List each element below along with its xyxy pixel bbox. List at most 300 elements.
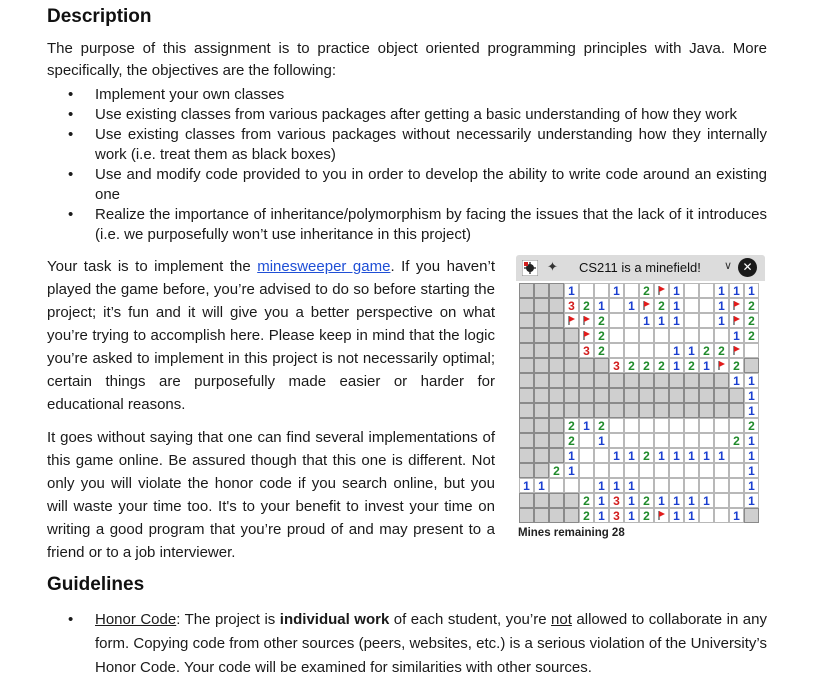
mine-cell[interactable] [550, 314, 564, 328]
mine-cell[interactable] [730, 284, 744, 299]
mine-cell[interactable] [580, 314, 594, 328]
mine-cell[interactable] [730, 359, 744, 374]
mine-cell[interactable] [640, 359, 654, 374]
mine-cell[interactable] [610, 404, 624, 418]
mine-cell[interactable] [610, 509, 624, 524]
cell-number: 2 [643, 449, 650, 463]
mine-cell[interactable] [520, 314, 534, 328]
mine-cell[interactable] [700, 464, 714, 478]
mine-cell[interactable] [535, 314, 549, 328]
mine-cell[interactable] [595, 314, 609, 329]
mine-cell[interactable] [580, 389, 594, 403]
chevron-down-icon[interactable]: ∨ [724, 260, 733, 272]
mine-cell[interactable] [655, 419, 669, 433]
mine-cell[interactable] [595, 359, 609, 373]
mine-cell[interactable] [625, 314, 639, 328]
mine-cell[interactable] [550, 284, 564, 298]
bullet: • [68, 86, 74, 103]
mine-cell[interactable] [685, 299, 699, 313]
mine-cell[interactable] [700, 359, 714, 374]
mine-cell[interactable] [595, 344, 609, 359]
mine-cell[interactable] [595, 464, 609, 478]
mine-cell[interactable] [565, 374, 579, 388]
mine-cell[interactable] [565, 359, 579, 373]
mine-cell[interactable] [610, 344, 624, 358]
cell-number: 1 [598, 479, 605, 493]
mine-cell[interactable] [745, 404, 759, 419]
mine-cell[interactable] [520, 344, 534, 358]
mine-cell[interactable] [565, 299, 579, 314]
mine-cell[interactable] [565, 494, 579, 508]
mine-cell[interactable] [580, 284, 594, 298]
mine-cell[interactable] [580, 494, 594, 509]
mine-cell[interactable] [535, 374, 549, 388]
mine-cell[interactable] [700, 344, 714, 359]
cell-number: 1 [613, 449, 620, 463]
mine-cell[interactable] [685, 404, 699, 418]
cell-number: 2 [718, 344, 725, 358]
mine-cell[interactable] [640, 374, 654, 388]
guidelines-list [47, 608, 767, 680]
mine-cell[interactable] [565, 314, 579, 328]
cell-number: 1 [718, 299, 725, 313]
mine-cell[interactable] [730, 434, 744, 449]
mine-cell[interactable] [610, 479, 624, 494]
mine-cell[interactable] [640, 509, 654, 524]
mine-cell[interactable] [745, 389, 759, 404]
mine-cell[interactable] [520, 359, 534, 373]
mine-cell[interactable] [610, 494, 624, 509]
mine-cell[interactable] [550, 479, 564, 493]
cell-number: 1 [673, 284, 680, 298]
mine-cell[interactable] [685, 419, 699, 433]
cell-number: 2 [643, 359, 650, 373]
mine-cell[interactable] [595, 494, 609, 509]
mine-cell[interactable] [715, 284, 729, 299]
mine-cell[interactable] [640, 284, 654, 299]
mine-cell[interactable] [685, 494, 699, 509]
mine-cell[interactable] [640, 434, 654, 448]
mine-cell[interactable] [520, 434, 534, 448]
mine-cell[interactable] [670, 434, 684, 448]
mine-cell[interactable] [670, 389, 684, 403]
cell-number: 2 [658, 299, 665, 313]
mine-cell[interactable] [625, 434, 639, 448]
mine-cell[interactable] [640, 479, 654, 493]
mine-cell[interactable] [565, 419, 579, 434]
mine-cell[interactable] [520, 419, 534, 433]
mine-cell[interactable] [610, 314, 624, 328]
mine-cell[interactable] [745, 284, 759, 299]
mine-cell[interactable] [595, 449, 609, 463]
mine-cell[interactable] [625, 284, 639, 298]
mine-cell[interactable] [640, 389, 654, 403]
mine-cell[interactable] [640, 404, 654, 418]
mine-cell[interactable] [595, 299, 609, 314]
mine-cell[interactable] [670, 299, 684, 314]
mine-cell[interactable] [625, 494, 639, 509]
bullet: • [68, 611, 74, 628]
cell-number: 1 [748, 449, 755, 463]
mine-cell[interactable] [730, 419, 744, 433]
guideline-text: of each student, you’re [389, 611, 552, 628]
mine-cell[interactable] [700, 374, 714, 388]
mine-cell[interactable] [535, 449, 549, 463]
mine-cell[interactable] [625, 419, 639, 433]
guideline-bold: individual work [279, 611, 390, 628]
mine-cell[interactable] [670, 404, 684, 418]
mine-cell[interactable] [715, 449, 729, 464]
mine-cell[interactable] [535, 389, 549, 403]
cell-number: 2 [733, 434, 740, 448]
mine-cell[interactable] [715, 404, 729, 418]
mine-cell[interactable] [670, 419, 684, 433]
mine-cell[interactable] [670, 479, 684, 493]
window-titlebar[interactable] [516, 255, 765, 281]
mine-cell[interactable] [655, 389, 669, 403]
mine-cell[interactable] [685, 329, 699, 343]
mine-cell[interactable] [655, 479, 669, 493]
window-title: CS211 is a minefield! [579, 260, 701, 275]
mine-cell[interactable] [565, 509, 579, 523]
mine-cell[interactable] [715, 299, 729, 314]
mine-cell[interactable] [520, 284, 534, 298]
pin-icon[interactable]: ✦ [547, 259, 558, 274]
mine-cell[interactable] [685, 434, 699, 448]
mine-cell[interactable] [700, 329, 714, 343]
mine-cell[interactable] [745, 374, 759, 389]
objective-text: Realize the importance of inheritance/polymorphism by facing the issues that the lack of it introduces (i.e. we purposefully won’t use inheritance in this project) [95, 206, 767, 243]
mine-cell[interactable] [670, 374, 684, 388]
cell-number: 1 [688, 344, 695, 358]
mine-cell[interactable] [670, 344, 684, 359]
mine-cell[interactable] [715, 479, 729, 493]
mine-cell[interactable] [745, 434, 759, 449]
mine-cell[interactable] [595, 284, 609, 298]
mine-cell[interactable] [550, 434, 564, 448]
mine-cell[interactable] [625, 374, 639, 388]
mine-cell[interactable] [520, 494, 534, 508]
mine-cell[interactable] [565, 464, 579, 479]
cell-number: 2 [598, 419, 605, 433]
mine-cell[interactable] [640, 449, 654, 464]
mine-cell[interactable] [730, 509, 744, 524]
mine-cell[interactable] [520, 479, 534, 494]
mine-cell[interactable] [655, 509, 669, 523]
cell-number: 1 [673, 359, 680, 373]
mine-cell[interactable] [730, 389, 744, 403]
mine-cell[interactable] [730, 314, 744, 328]
mine-cell[interactable] [550, 329, 564, 343]
mine-cell[interactable] [535, 494, 549, 508]
mine-cell[interactable] [610, 299, 624, 313]
mine-cell[interactable] [715, 344, 729, 359]
mine-cell[interactable] [700, 419, 714, 433]
mine-cell[interactable] [700, 479, 714, 493]
cell-number: 1 [598, 494, 605, 508]
mine-cell[interactable] [550, 344, 564, 358]
mine-cell[interactable] [535, 509, 549, 523]
mine-cell[interactable] [655, 314, 669, 329]
mine-cell[interactable] [535, 434, 549, 448]
mine-cell[interactable] [715, 509, 729, 523]
mine-cell[interactable] [745, 299, 759, 314]
mine-cell[interactable] [610, 329, 624, 343]
mine-cell[interactable] [610, 284, 624, 299]
mine-cell[interactable] [715, 359, 729, 373]
mine-cell[interactable] [595, 389, 609, 403]
mine-cell[interactable] [565, 284, 579, 299]
mine-cell[interactable] [730, 479, 744, 493]
mine-cell[interactable] [670, 449, 684, 464]
mine-cell[interactable] [685, 509, 699, 524]
mine-cell[interactable] [565, 449, 579, 464]
mine-cell[interactable] [535, 344, 549, 358]
mine-cell[interactable] [670, 329, 684, 343]
mine-cell[interactable] [685, 359, 699, 374]
mine-cell[interactable] [535, 404, 549, 418]
cell-number: 3 [568, 299, 575, 313]
mine-cell[interactable] [565, 329, 579, 343]
mine-cell[interactable] [655, 359, 669, 374]
mine-cell[interactable] [745, 509, 759, 523]
mine-cell[interactable] [730, 329, 744, 344]
mine-cell[interactable] [625, 359, 639, 374]
mine-cell[interactable] [625, 404, 639, 418]
mine-cell[interactable] [625, 464, 639, 478]
objective-item [47, 165, 767, 205]
mine-cell[interactable] [670, 359, 684, 374]
mine-cell[interactable] [700, 284, 714, 298]
mine-cell[interactable] [565, 434, 579, 449]
mine-cell[interactable] [700, 434, 714, 448]
mine-cell[interactable] [745, 359, 759, 373]
cell-number: 1 [748, 404, 755, 418]
cell-number: 1 [658, 494, 665, 508]
cell-number: 1 [673, 494, 680, 508]
cell-number: 2 [748, 314, 755, 328]
mine-cell[interactable] [685, 389, 699, 403]
mine-cell[interactable] [580, 359, 594, 373]
mine-cell[interactable] [535, 299, 549, 313]
mine-cell[interactable] [715, 374, 729, 388]
mine-cell[interactable] [550, 404, 564, 418]
mine-cell[interactable] [535, 329, 549, 343]
mine-cell[interactable] [550, 464, 564, 479]
mine-cell[interactable] [745, 314, 759, 329]
mine-cell[interactable] [640, 344, 654, 358]
mine-cell[interactable] [640, 464, 654, 478]
mine-cell[interactable] [550, 449, 564, 463]
mine-cell[interactable] [520, 329, 534, 343]
mine-cell[interactable] [595, 509, 609, 524]
mine-cell[interactable] [550, 299, 564, 313]
mine-cell[interactable] [655, 494, 669, 509]
cell-number: 1 [598, 299, 605, 313]
mine-cell[interactable] [640, 494, 654, 509]
mine-cell[interactable] [580, 329, 594, 343]
mine-cell[interactable] [730, 464, 744, 478]
mine-cell[interactable] [610, 434, 624, 448]
mine-cell[interactable] [655, 329, 669, 343]
mine-cell[interactable] [745, 479, 759, 494]
mine-cell[interactable] [580, 509, 594, 524]
mine-cell[interactable] [745, 419, 759, 434]
mine-cell[interactable] [715, 329, 729, 343]
mine-cell[interactable] [715, 314, 729, 329]
mine-cell[interactable] [700, 299, 714, 313]
mine-cell[interactable] [610, 389, 624, 403]
mine-cell[interactable] [730, 494, 744, 508]
mine-cell[interactable] [670, 464, 684, 478]
mine-cell[interactable] [670, 494, 684, 509]
mine-cell[interactable] [520, 404, 534, 418]
mine-cell[interactable] [610, 464, 624, 478]
mine-cell[interactable] [625, 509, 639, 524]
mine-cell[interactable] [685, 449, 699, 464]
mine-cell[interactable] [595, 434, 609, 449]
mine-cell[interactable] [565, 404, 579, 418]
mine-cell[interactable] [670, 284, 684, 299]
mine-cell[interactable] [655, 464, 669, 478]
mine-cell[interactable] [655, 299, 669, 314]
mine-cell[interactable] [610, 449, 624, 464]
mine-cell[interactable] [610, 359, 624, 374]
mine-cell[interactable] [625, 479, 639, 494]
mine-cell[interactable] [550, 374, 564, 388]
mine-cell[interactable] [745, 329, 759, 344]
mine-cell[interactable] [550, 389, 564, 403]
mine-cell[interactable] [535, 284, 549, 298]
mine-cell[interactable] [595, 479, 609, 494]
mine-cell[interactable] [670, 314, 684, 329]
mine-cell[interactable] [580, 344, 594, 359]
mine-cell[interactable] [700, 314, 714, 328]
mine-cell[interactable] [715, 419, 729, 433]
cell-number: 2 [703, 344, 710, 358]
mine-cell[interactable] [745, 464, 759, 479]
mine-cell[interactable] [625, 299, 639, 314]
mine-cell[interactable] [655, 434, 669, 448]
mine-cell[interactable] [580, 479, 594, 493]
mine-cell[interactable] [700, 404, 714, 418]
mine-cell[interactable] [580, 449, 594, 463]
mine-cell[interactable] [670, 509, 684, 524]
mine-cell[interactable] [550, 509, 564, 523]
mine-cell[interactable] [715, 389, 729, 403]
mine-cell[interactable] [730, 344, 744, 358]
cell-number: 2 [658, 359, 665, 373]
close-icon[interactable]: ✕ [738, 258, 757, 277]
mine-cell[interactable] [610, 419, 624, 433]
mine-cell[interactable] [535, 464, 549, 478]
mine-cell[interactable] [580, 404, 594, 418]
mine-cell[interactable] [520, 449, 534, 463]
mine-cell[interactable] [700, 449, 714, 464]
mine-cell[interactable] [655, 374, 669, 388]
mine-cell[interactable] [655, 404, 669, 418]
mine-cell[interactable] [535, 419, 549, 433]
mine-cell[interactable] [640, 299, 654, 313]
mine-cell[interactable] [685, 344, 699, 359]
mine-cell[interactable] [595, 329, 609, 344]
mine-cell[interactable] [745, 449, 759, 464]
mine-cell[interactable] [580, 374, 594, 388]
cell-number: 1 [748, 284, 755, 298]
mine-cell[interactable] [520, 299, 534, 313]
mine-cell[interactable] [730, 374, 744, 389]
mine-cell[interactable] [685, 284, 699, 298]
mine-cell[interactable] [685, 374, 699, 388]
mine-cell[interactable] [625, 449, 639, 464]
mine-cell[interactable] [655, 344, 669, 358]
mine-cell[interactable] [730, 449, 744, 463]
mine-cell[interactable] [685, 464, 699, 478]
mine-cell[interactable] [625, 389, 639, 403]
mine-cell[interactable] [745, 494, 759, 509]
mine-cell[interactable] [715, 464, 729, 478]
mine-cell[interactable] [640, 419, 654, 433]
objective-text: Use and modify code provided to you in order to develop the ability to write code around an existing one [95, 166, 767, 203]
mine-cell[interactable] [745, 344, 759, 358]
mine-cell[interactable] [610, 374, 624, 388]
mine-cell[interactable] [715, 494, 729, 508]
mine-cell[interactable] [520, 389, 534, 403]
mine-cell[interactable] [655, 284, 669, 298]
mine-cell[interactable] [595, 404, 609, 418]
mine-cell[interactable] [565, 344, 579, 358]
mine-cell[interactable] [640, 329, 654, 343]
mine-cell[interactable] [580, 419, 594, 434]
cell-number: 1 [628, 449, 635, 463]
cell-number: 1 [658, 314, 665, 328]
mine-cell[interactable] [685, 479, 699, 493]
mine-cell[interactable] [550, 494, 564, 508]
mine-cell[interactable] [550, 419, 564, 433]
mine-cell[interactable] [565, 479, 579, 493]
mine-cell[interactable] [535, 359, 549, 373]
mine-cell[interactable] [700, 389, 714, 403]
mine-cell[interactable] [640, 314, 654, 329]
cell-number: 1 [688, 449, 695, 463]
mine-cell[interactable] [580, 464, 594, 478]
mine-cell[interactable] [565, 389, 579, 403]
mine-cell[interactable] [595, 374, 609, 388]
mine-cell[interactable] [595, 419, 609, 434]
guidelines-heading: Guidelines [47, 574, 145, 595]
mine-cell[interactable] [535, 479, 549, 494]
mine-cell[interactable] [580, 299, 594, 314]
mine-cell[interactable] [700, 494, 714, 509]
mine-cell[interactable] [625, 329, 639, 343]
mine-cell[interactable] [625, 344, 639, 358]
mine-cell[interactable] [685, 314, 699, 328]
minesweeper-link[interactable]: minesweeper game [257, 258, 391, 275]
mine-cell[interactable] [520, 509, 534, 523]
mine-cell[interactable] [700, 509, 714, 523]
mine-cell[interactable] [715, 434, 729, 448]
mine-cell[interactable] [520, 464, 534, 478]
mine-cell[interactable] [655, 449, 669, 464]
mine-cell[interactable] [730, 404, 744, 418]
mine-cell[interactable] [580, 434, 594, 448]
description-heading: Description [47, 6, 152, 27]
mine-cell[interactable] [520, 374, 534, 388]
mine-cell[interactable] [550, 359, 564, 373]
mine-cell[interactable] [730, 299, 744, 313]
cell-number: 1 [718, 314, 725, 328]
bullet: • [68, 106, 74, 123]
